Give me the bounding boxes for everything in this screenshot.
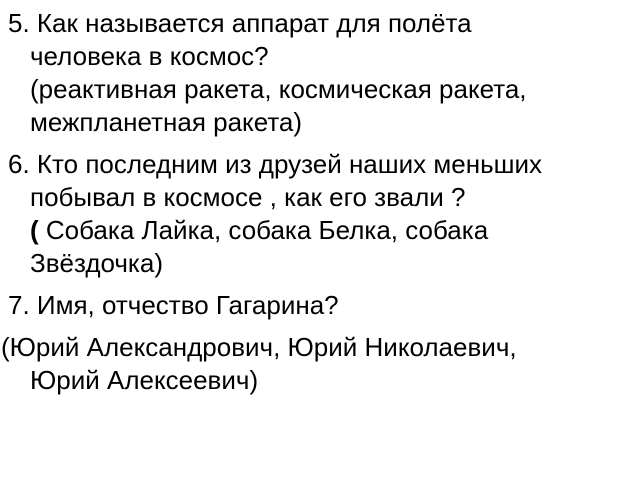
question-6 [0,148,640,280]
slide-text [0,7,640,397]
answer-7 [0,331,640,397]
text-line: 5. Как называется аппарат для полёта [8,8,472,38]
text-line: (реактивная ракета, космическая ракета, [30,74,527,104]
text-line: 7. Имя, отчество Гагарина? [8,290,339,320]
bold-parenthesis: ( [30,215,39,245]
text-line: ( Собака Лайка, собака Белка, собака [30,215,489,245]
text-line: 6. Кто последним из друзей наших меньших [8,149,542,179]
text-line: Юрий Алексеевич) [30,365,259,395]
question-5 [0,7,640,139]
text-line: Звёздочка) [30,248,163,278]
text-line: человека в космос? [30,41,269,71]
text-line: (Юрий Александрович, Юрий Николаевич, [1,332,517,362]
text-line: межпланетная ракета) [30,107,303,137]
text-line: побывал в космосе , как его звали ? [30,182,466,212]
question-7 [0,289,640,322]
